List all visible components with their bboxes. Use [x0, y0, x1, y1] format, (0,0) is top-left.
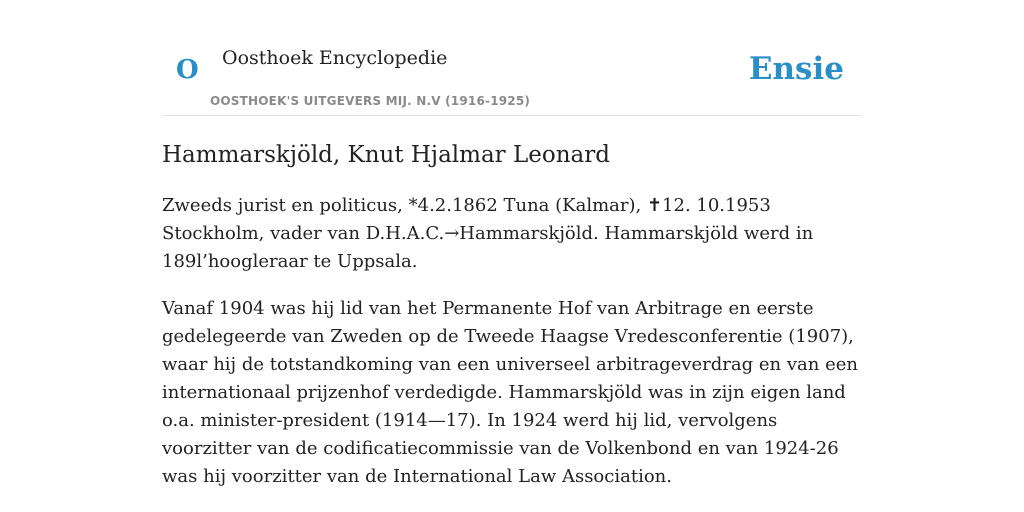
article-paragraph-2: Vanaf 1904 was hij lid van het Permanente Hof van Arbitrage en eerste gedelegeerde van Zweden op de Tweede Haagse Vredesconferentie (1907), waar hij de totstandkoming van een universeel arbitrageverdrag en van een internationaal prijzenhof verdedigde. Hammarskjöld was in zijn eigen land o.a. minister-president (1914—17). In 1924 werd hij lid, vervolgens voorzitter van de codificatiecommissie van de Volkenbond en van 1924-26 was hij voorzitter van de International Law Association.: [162, 298, 858, 487]
site-title[interactable]: Oosthoek Encyclopedie: [222, 47, 448, 69]
site-logo[interactable]: O: [176, 55, 199, 85]
site-subtitle: OOSTHOEK'S UITGEVERS MIJ. N.V (1916-1925): [210, 94, 531, 108]
entry-title: Hammarskjöld, Knut Hjalmar Leonard: [162, 142, 610, 168]
ensie-brand-link[interactable]: Ensie: [748, 51, 844, 87]
article-paragraph-1: Zweeds jurist en politicus, *4.2.1862 Tuna (Kalmar), ✝12. 10.1953 Stockholm, vader van D.H.A.C.→Hammarskjöld. Hammarskjöld werd in 189l’hoogleraar te Uppsala.: [162, 195, 814, 272]
site-header: [162, 0, 862, 116]
page: [162, 0, 862, 512]
